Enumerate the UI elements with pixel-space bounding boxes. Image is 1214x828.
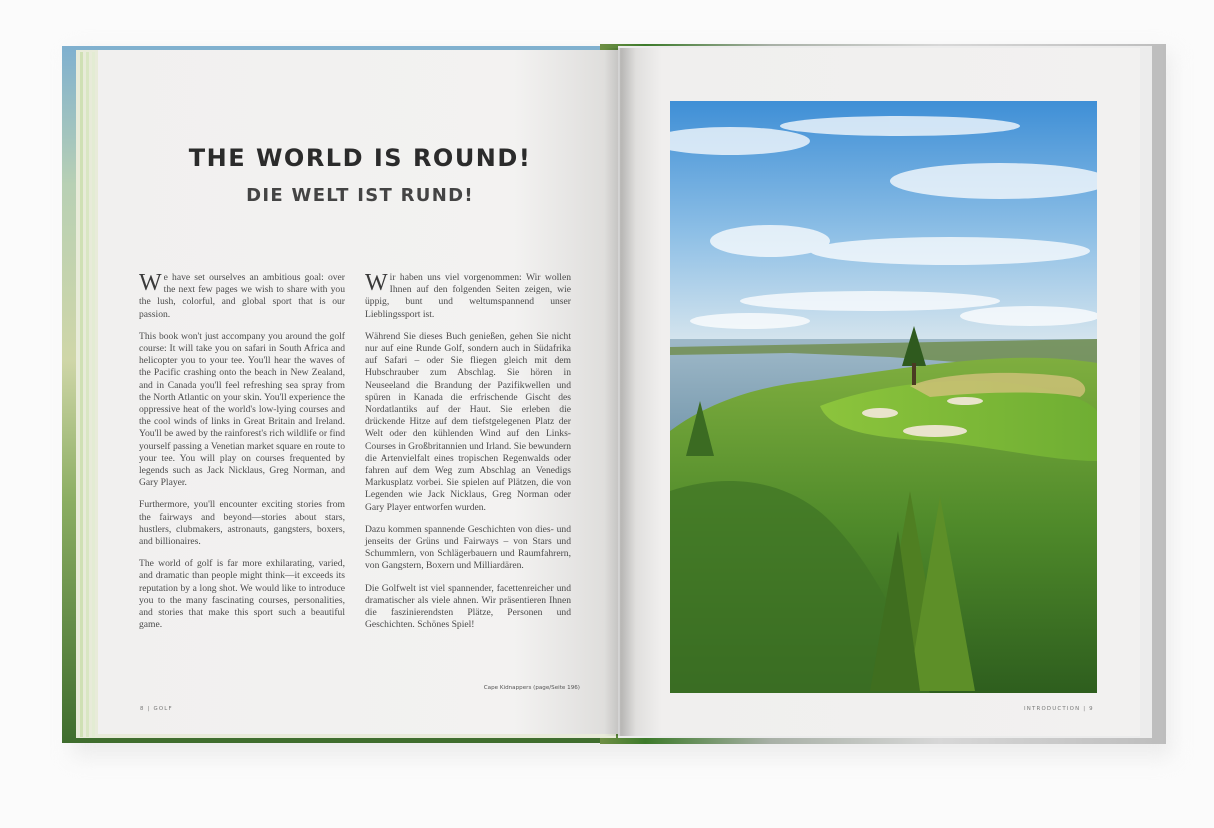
sand-bunker [862, 408, 898, 418]
landscape-illustration [670, 101, 1097, 693]
page-edge-stripe [80, 52, 83, 737]
sand-bunker [903, 425, 967, 437]
german-paragraph [365, 272, 571, 321]
german-text-column [365, 272, 571, 641]
german-paragraph: Die Golfwelt ist viel spannender, facettenreicher und dramatischer als viele ahnen. Wir präsentieren Ihnen die faszinierendsten Plätze, Personen und Geschichten. Schönes Spiel! [365, 582, 571, 631]
english-paragraph: This book won't just accompany you around the golf course: It will take you on safari in South Africa and helicopter you to your tee. You'll hear the waves of the Pacific crashing onto the beach in New Zealand, and in Canada you'll feel refreshing sea spray from the North Atlantic on your skin. You'll experience the oppressive heat of the world's low-lying courses and the cool winds of links in Great Britain and Ireland. You'll be awed by the rainforest's rich wildlife or find yourself passing a Venetian market square en route to your tee. You will play on courses frequented by legends such as Jack Nicklaus, Greg Norman, and Gary Player. [139, 330, 345, 489]
drop-cap: W [365, 270, 388, 296]
german-paragraph: Während Sie dieses Buch genießen, gehen Sie nicht nur auf eine Runde Golf, sondern auch in Südafrika auf Safari – oder Sie fliegen gleich mit dem Hubschrauber zum Abschlag. Sie hören in Neuseeland die Brandung der Pazifikwellen und spüren in Kanada die erfrischende Gischt des Nordatlantiks auf der Haut. Sie erleben die drückende Hitze auf dem tiefstgelegenen Platz der Welt oder den kühlenden Wind auf den Links-Courses in Großbritannien und Irland. Sie bewundern die Artenvielfalt eines tropischen Regenwalds oder fahren auf dem Weg zum Abschlag an Venedigs Markusplatz vorbei. Sie spielen auf Plätzen, die von Legenden wie Jack Nicklaus, Greg Norman oder Gary Player entworfen wurden. [365, 330, 571, 513]
english-paragraph [139, 272, 345, 321]
english-text-column [139, 272, 345, 641]
folio-right: INTRODUCTION | 9 [1024, 706, 1094, 712]
page-title: THE WORLD IS ROUND! [188, 144, 532, 172]
page-edge-stripe [86, 52, 89, 737]
english-paragraph: Furthermore, you'll encounter exciting stories from the fairways and beyond—stories about stars, hustlers, clubmakers, astronauts, gangsters, boxers, and billionaires. [139, 499, 345, 548]
drop-cap: W [139, 270, 162, 296]
photo-caption: Cape Kidnappers (page/Seite 196) [483, 685, 580, 691]
english-paragraph: The world of golf is far more exhilarating, varied, and dramatic than people might think—it exceeds its reputation by a long shot. We would like to introduce you to the many fascinating courses, personalities, and stories that make this sport such a beautiful game. [139, 558, 345, 631]
paragraph-text: e have set ourselves an ambitious goal: over the next few pages we wish to share with you the lush, colorful, and global sport that is our passion. [139, 272, 345, 320]
german-paragraph: Dazu kommen spannende Geschichten von dies- und jenseits der Grüns und Fairways – von Stars und Schummlern, von Schlägerbauern und Raumfahrern, von Gangstern, Boxern und Milliardären. [365, 523, 571, 572]
paragraph-text: ir haben uns viel vorgenommen: Wir wollen Ihnen auf den folgenden Seiten zeigen, wie üppig, bunt und weltumspannend unser Lieblingssport ist. [365, 272, 571, 320]
book-gutter [604, 48, 636, 736]
folio-left: 8 | GOLF [140, 706, 173, 712]
page-edge-stripe [92, 52, 95, 737]
golf-course-photo [670, 101, 1097, 693]
sand-bunker [947, 397, 983, 405]
page-subtitle: DIE WELT IST RUND! [246, 185, 474, 206]
